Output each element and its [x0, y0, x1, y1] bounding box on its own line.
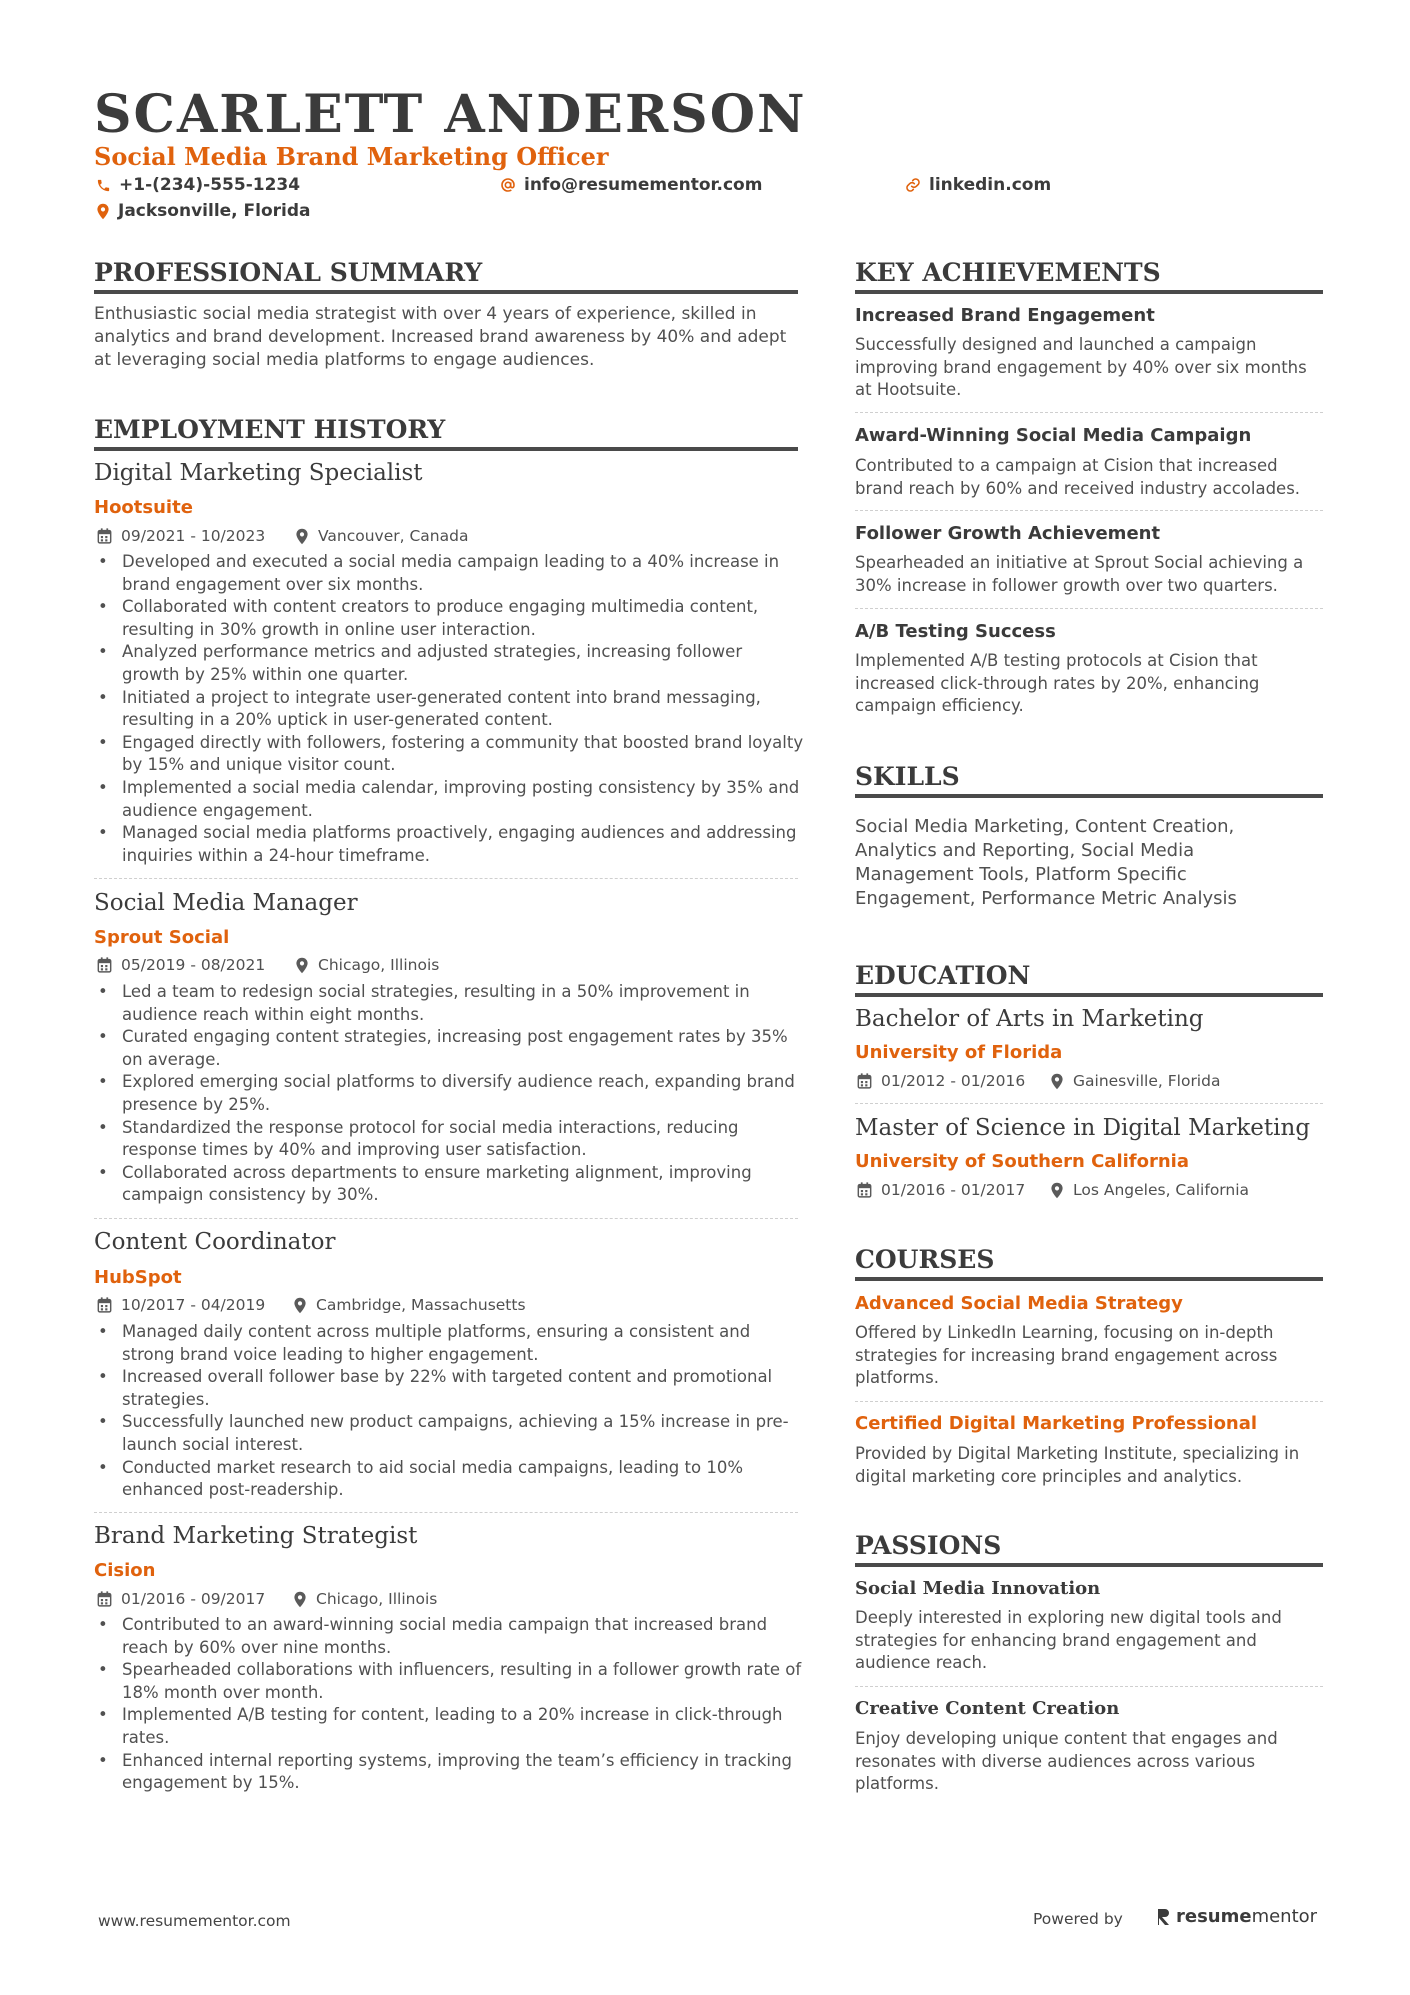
at-icon	[500, 177, 516, 193]
edu-dates-text: 01/2012 - 01/2016	[881, 1072, 1026, 1090]
divider	[94, 1218, 798, 1219]
linkedin-text: linkedin.com	[929, 175, 1052, 195]
brand-light: mentor	[1251, 1906, 1318, 1927]
edu-location-text: Gainesville, Florida	[1073, 1072, 1221, 1090]
job-dates	[97, 1590, 265, 1608]
list-item: • Initiated a project to integrate user-generated content into brand messaging, resulting in a 20% uptick in user-generated content.	[94, 687, 804, 732]
achievement-text: Contributed to a campaign at Cision that increased brand reach by 60% and received industry accolades.	[855, 456, 1301, 498]
achievement-text: Spearheaded an initiative at Sprout Social achieving a 30% increase in follower growth over two quarters.	[855, 553, 1304, 595]
employment-heading: EMPLOYMENT HISTORY	[94, 415, 798, 451]
location-pin-icon	[1050, 1182, 1064, 1199]
achievement-text: Implemented A/B testing protocols at Cision that increased click-through rates by 20%, enhancing campaign efficiency.	[855, 651, 1260, 716]
divider	[855, 1686, 1323, 1687]
list-item: • Spearheaded collaborations with influencers, resulting in a follower growth rate of 18% month over month.	[94, 1659, 804, 1704]
skills-heading: SKILLS	[855, 762, 1323, 798]
summary-heading: PROFESSIONAL SUMMARY	[94, 258, 798, 294]
candidate-name: SCARLETT ANDERSON	[94, 84, 807, 145]
job-company: HubSpot	[94, 1267, 182, 1288]
divider	[855, 412, 1323, 413]
achievement-title: Follower Growth Achievement	[855, 523, 1161, 544]
achievement-text: Successfully designed and launched a campaign improving brand engagement by 40% over six months at Hootsuite.	[855, 335, 1307, 400]
job-dates-text: 09/2021 - 10/2023	[121, 527, 266, 545]
list-item: • Led a team to redesign social strategies, resulting in a 50% improvement in audience reach within eight months.	[94, 981, 804, 1026]
summary-text: Enthusiastic social media strategist with over 4 years of experience, skilled in analytics and brand development. Increased brand awareness by 40% and adept at leveraging social media platforms to engage audiences.	[94, 304, 787, 370]
job-location	[293, 1296, 526, 1314]
candidate-title: Social Media Brand Marketing Officer	[94, 142, 609, 171]
edu-dates	[857, 1072, 1025, 1090]
email-text: info@resumementor.com	[524, 175, 763, 195]
job-title: Brand Marketing Strategist	[94, 1523, 418, 1549]
list-item: • Collaborated across departments to ensure marketing alignment, improving campaign consistency by 30%.	[94, 1162, 804, 1207]
calendar-icon	[97, 1297, 112, 1313]
job-company: Hootsuite	[94, 497, 193, 518]
calendar-icon	[97, 528, 112, 544]
passion-text: Enjoy developing unique content that engages and resonates with diverse audiences across various platforms.	[855, 1729, 1278, 1794]
list-item: • Increased overall follower base by 22% with targeted content and promotional strategies.	[94, 1366, 804, 1411]
job-location	[295, 527, 468, 545]
job-title: Content Coordinator	[94, 1229, 336, 1255]
job-bullets	[94, 981, 804, 1207]
list-item: • Successfully launched new product campaigns, achieving a 15% increase in pre-launch social interest.	[94, 1411, 804, 1456]
edu-location	[1050, 1181, 1249, 1199]
calendar-icon	[857, 1182, 872, 1198]
job-bullets	[94, 1614, 804, 1795]
list-item: • Explored emerging social platforms to diversify audience reach, expanding brand presence by 25%.	[94, 1071, 804, 1116]
course-title: Certified Digital Marketing Professional	[855, 1413, 1258, 1434]
job-company: Cision	[94, 1560, 156, 1581]
course-title: Advanced Social Media Strategy	[855, 1293, 1183, 1314]
email-contact[interactable]	[500, 175, 762, 195]
footer-powered-by: Powered by	[1033, 1910, 1123, 1928]
job-dates-text: 05/2019 - 08/2021	[121, 956, 266, 974]
link-icon	[905, 177, 921, 193]
list-item: • Engaged directly with followers, fostering a community that boosted brand loyalty by 15% and unique visitor count.	[94, 732, 804, 777]
edu-dates-text: 01/2016 - 01/2017	[881, 1181, 1026, 1199]
job-location-text: Vancouver, Canada	[318, 527, 469, 545]
edu-location	[1050, 1072, 1220, 1090]
job-location-text: Chicago, Illinois	[316, 1590, 438, 1608]
location-text: Jacksonville, Florida	[118, 201, 311, 221]
education-heading: EDUCATION	[855, 961, 1323, 997]
list-item: • Conducted market research to aid social media campaigns, leading to 10% enhanced post-readership.	[94, 1457, 804, 1502]
passions-heading: PASSIONS	[855, 1531, 1323, 1567]
achievement-title: Increased Brand Engagement	[855, 305, 1155, 326]
job-title: Digital Marketing Specialist	[94, 460, 423, 486]
list-item: • Implemented a social media calendar, improving posting consistency by 35% and audience engagement.	[94, 777, 804, 822]
passion-title: Creative Content Creation	[855, 1698, 1120, 1719]
phone-text: +1-(234)-555-1234	[119, 175, 301, 195]
job-company: Sprout Social	[94, 927, 230, 948]
linkedin-contact[interactable]	[905, 175, 1051, 195]
location-pin-icon	[96, 203, 110, 220]
footer-brand-logo	[1156, 1906, 1317, 1927]
list-item: • Collaborated with content creators to produce engaging multimedia content, resulting in 30% growth in online user interaction.	[94, 596, 804, 641]
job-dates	[97, 527, 265, 545]
edu-dates	[857, 1181, 1025, 1199]
location-pin-icon	[295, 528, 309, 545]
degree-title: Bachelor of Arts in Marketing	[855, 1006, 1204, 1032]
achievement-title: A/B Testing Success	[855, 621, 1056, 642]
job-location-text: Chicago, Illinois	[318, 956, 440, 974]
job-bullets	[94, 1321, 804, 1502]
job-location	[295, 956, 439, 974]
achievement-title: Award-Winning Social Media Campaign	[855, 425, 1252, 446]
list-item: • Contributed to an award-winning social media campaign that increased brand reach by 60% over nine months.	[94, 1614, 804, 1659]
job-location-text: Cambridge, Massachusetts	[316, 1296, 526, 1314]
list-item: • Developed and executed a social media campaign leading to a 40% increase in brand engagement over six months.	[94, 551, 804, 596]
location-pin-icon	[293, 1591, 307, 1608]
job-bullets	[94, 551, 804, 867]
job-location	[293, 1590, 437, 1608]
job-dates-text: 10/2017 - 04/2019	[121, 1296, 266, 1314]
course-text: Offered by LinkedIn Learning, focusing on in-depth strategies for increasing brand engagement across platforms.	[855, 1323, 1278, 1388]
brand-bold: resume	[1176, 1906, 1252, 1927]
edu-location-text: Los Angeles, California	[1073, 1181, 1250, 1199]
footer-website[interactable]: www.resumementor.com	[98, 1912, 291, 1930]
courses-heading: COURSES	[855, 1245, 1323, 1281]
list-item: • Analyzed performance metrics and adjusted strategies, increasing follower growth by 25% within one quarter.	[94, 641, 804, 686]
calendar-icon	[97, 957, 112, 973]
list-item: • Implemented A/B testing for content, leading to a 20% increase in click-through rates.	[94, 1704, 804, 1749]
location-pin-icon	[1050, 1073, 1064, 1090]
resumementor-logo-icon	[1156, 1907, 1171, 1927]
job-title: Social Media Manager	[94, 890, 358, 916]
list-item: • Standardized the response protocol for social media interactions, reducing response times by 40% and improving user satisfaction.	[94, 1117, 804, 1162]
list-item: • Managed social media platforms proactively, engaging audiences and addressing inquiries within a 24-hour timeframe.	[94, 822, 804, 867]
list-item: • Enhanced internal reporting systems, improving the team’s efficiency in tracking engagement by 15%.	[94, 1750, 804, 1795]
divider	[855, 1103, 1323, 1104]
calendar-icon	[857, 1073, 872, 1089]
job-dates-text: 01/2016 - 09/2017	[121, 1590, 266, 1608]
passion-text: Deeply interested in exploring new digital tools and strategies for enhancing brand engagement and audience reach.	[855, 1608, 1282, 1673]
divider	[855, 510, 1323, 511]
phone-contact[interactable]	[96, 175, 300, 195]
list-item: • Curated engaging content strategies, increasing post engagement rates by 35% on average.	[94, 1026, 804, 1071]
school-name: University of Southern California	[855, 1151, 1190, 1172]
divider	[855, 1401, 1323, 1402]
divider	[94, 878, 798, 879]
job-dates	[97, 956, 265, 974]
degree-title: Master of Science in Digital Marketing	[855, 1115, 1311, 1141]
calendar-icon	[97, 1591, 112, 1607]
location-pin-icon	[295, 957, 309, 974]
school-name: University of Florida	[855, 1042, 1063, 1063]
location-pin-icon	[293, 1297, 307, 1314]
achievements-heading: KEY ACHIEVEMENTS	[855, 258, 1323, 294]
location-contact	[96, 201, 311, 221]
job-dates	[97, 1296, 265, 1314]
divider	[94, 1512, 798, 1513]
skills-text: Social Media Marketing, Content Creation, Analytics and Reporting, Social Media Management Tools, Platform Specific Engagement, Performance Metric Analysis	[855, 816, 1237, 909]
phone-icon	[96, 178, 111, 193]
passion-title: Social Media Innovation	[855, 1578, 1101, 1599]
course-text: Provided by Digital Marketing Institute, specializing in digital marketing core principles and analytics.	[855, 1444, 1300, 1486]
divider	[855, 608, 1323, 609]
list-item: • Managed daily content across multiple platforms, ensuring a consistent and strong brand voice leading to higher engagement.	[94, 1321, 804, 1366]
